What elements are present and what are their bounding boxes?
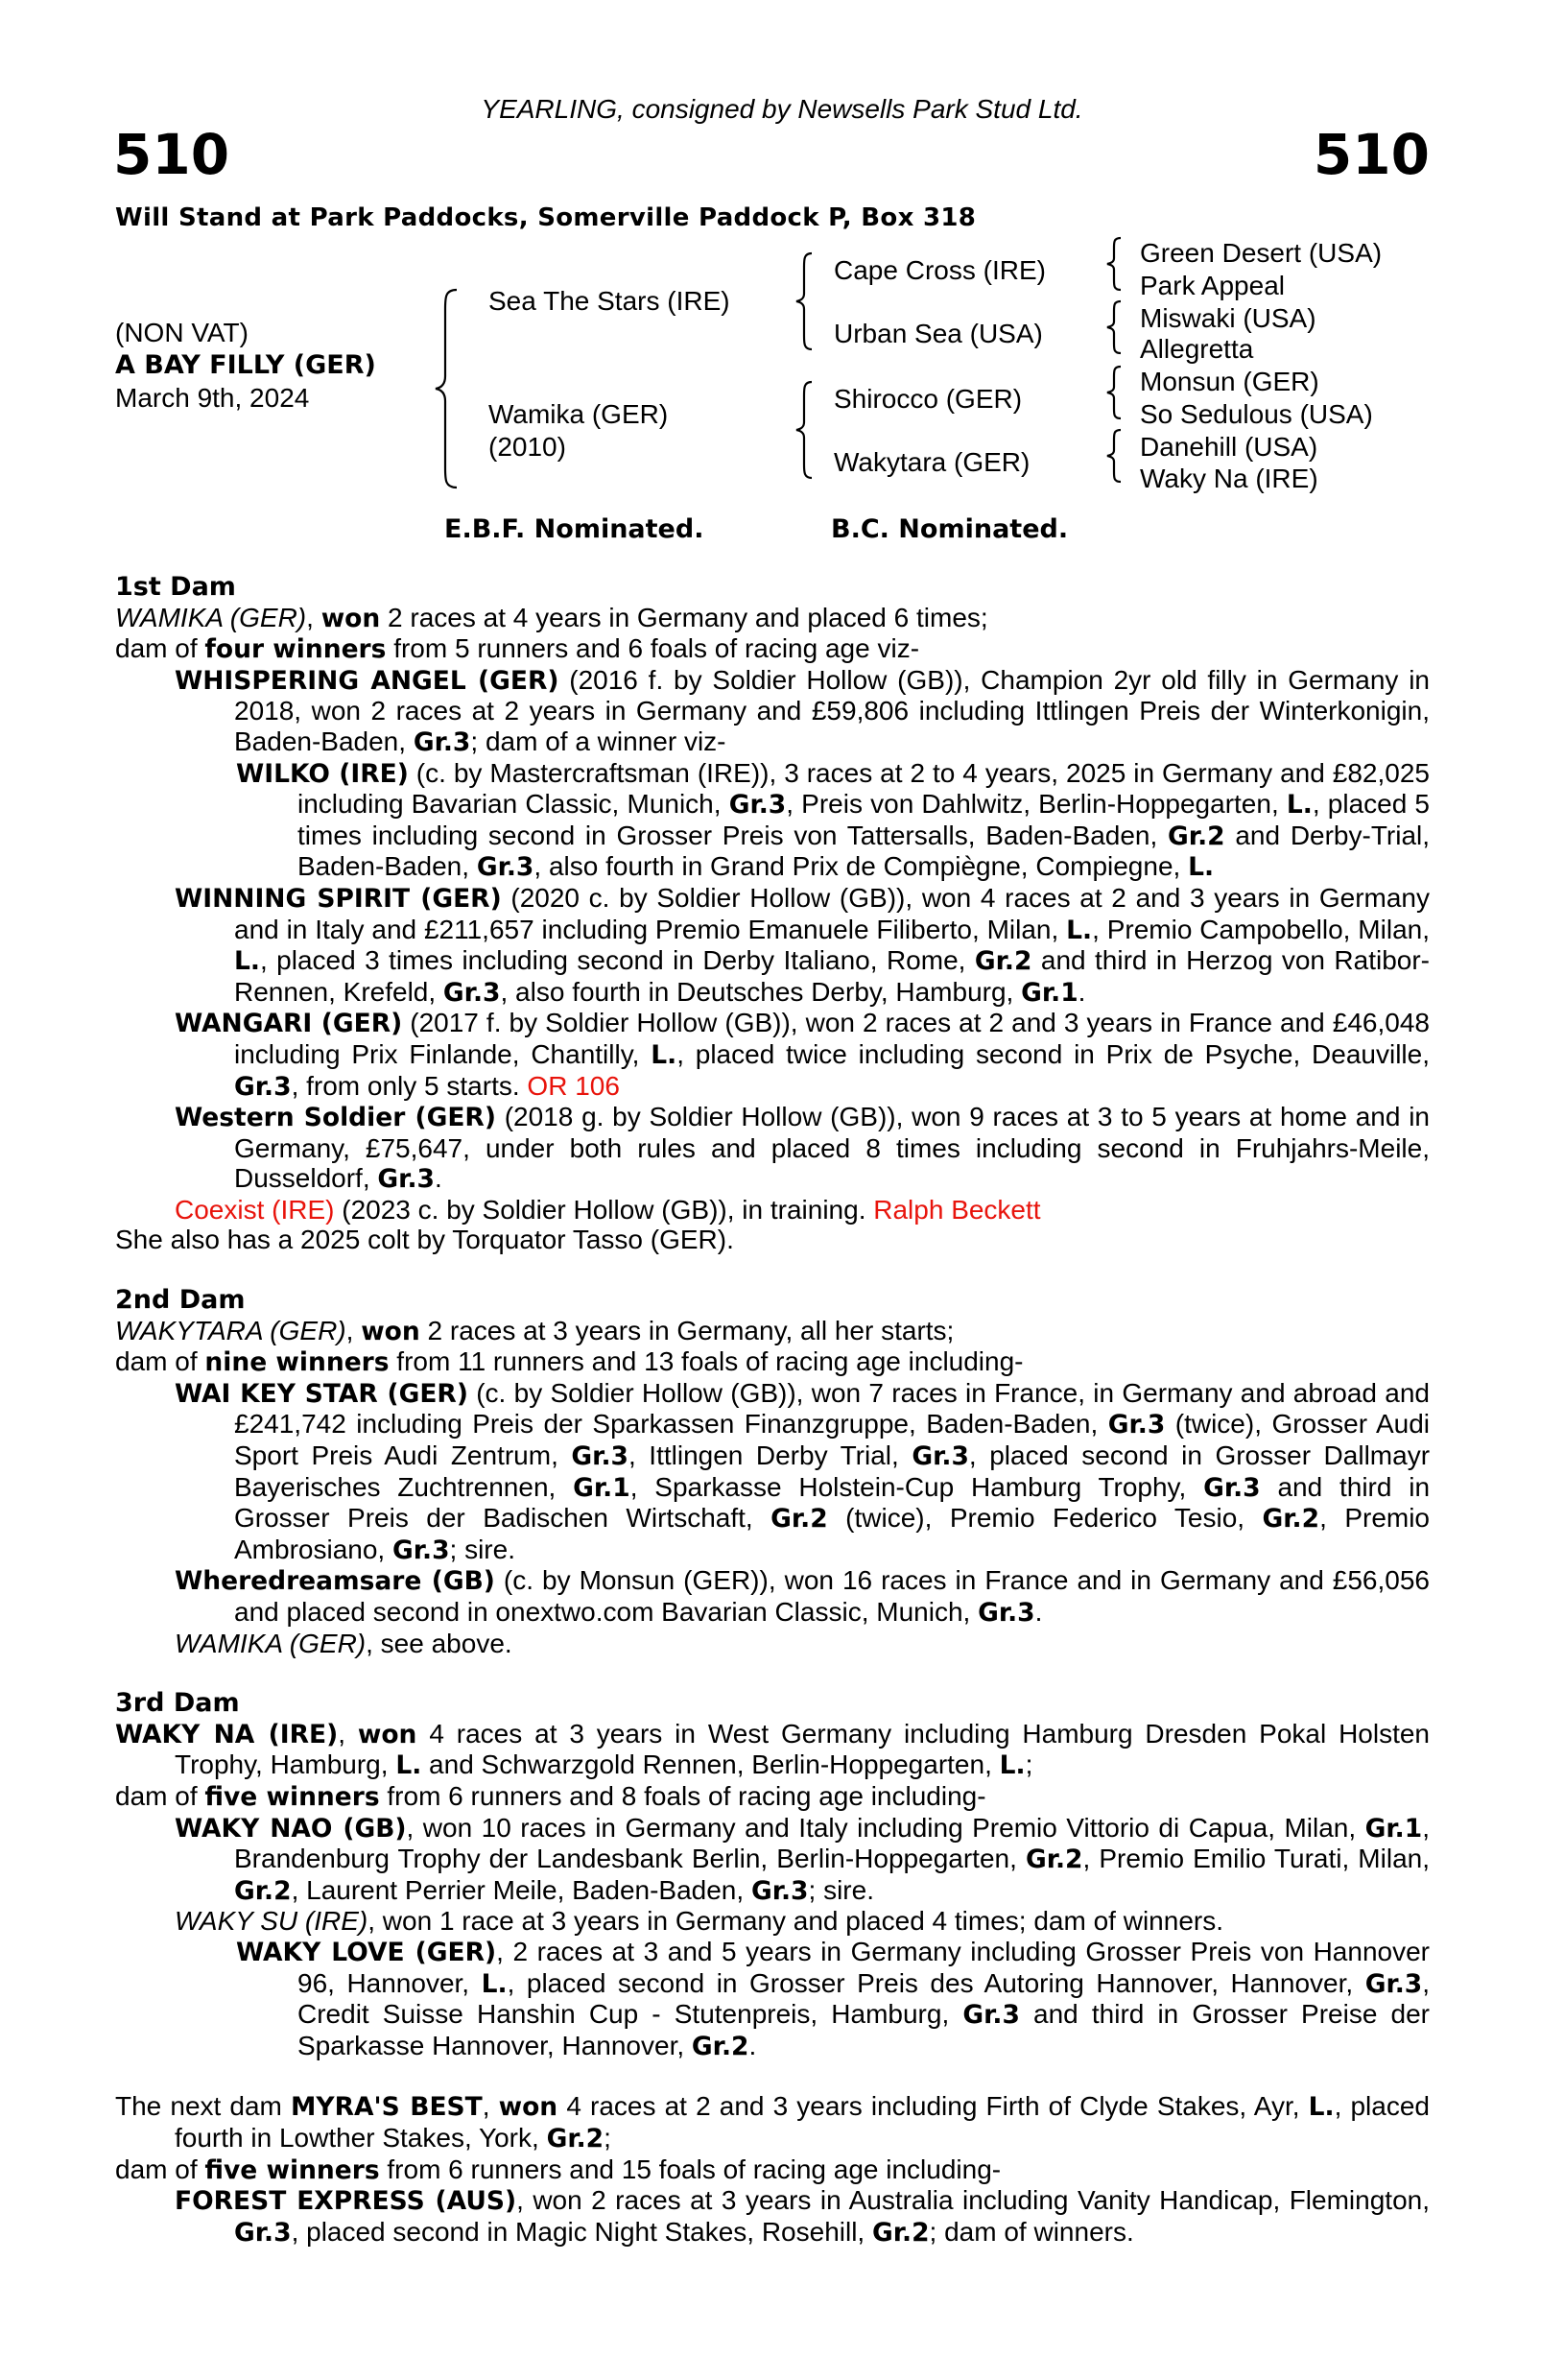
pedigree-ds: Shirocco (GER) xyxy=(834,384,1023,414)
consignment-line: YEARLING, consigned by Newsells Park Stud Ltd. xyxy=(481,94,1083,124)
pedigree-dd: Wakytara (GER) xyxy=(834,447,1031,477)
pedigree-brace-sd xyxy=(1105,299,1125,355)
next-dam-produce: dam of five winners from 6 runners and 15 foals of racing age including- xyxy=(115,2154,1002,2185)
next-dam-line: The next dam MYRA'S BEST, won 4 races at 2 and 3 years including Firth of Clyde Stakes, Ayr, L., placed fourth in Lowther Stakes, York, Gr.2; xyxy=(115,2091,1430,2154)
foal-wangari: WANGARI (GER) (2017 f. by Soldier Hollow (GB)), won 2 races at 2 and 3 years in France and £46,048 including Prix Finlande, Chantilly, L., placed twice including second in Prix de Psyche, Deauville, Gr.3, from only 5 starts. OR 106 xyxy=(175,1008,1430,1102)
pedigree-sss: Green Desert (USA) xyxy=(1140,238,1383,268)
second-dam-heading: 2nd Dam xyxy=(115,1285,246,1316)
pedigree-sds: Miswaki (USA) xyxy=(1140,303,1316,333)
foal-coexist: Coexist (IRE) (2023 c. by Soldier Hollow (GB)), in training. Ralph Beckett xyxy=(175,1194,1041,1225)
pedigree-brace-main xyxy=(434,288,462,489)
coexist-name: Coexist (IRE) xyxy=(175,1194,335,1225)
pedigree-sd: Urban Sea (USA) xyxy=(834,319,1043,348)
foal-waky-nao: WAKY NAO (GB), won 10 races in Germany and Italy including Premio Vittorio di Capua, Milan, Gr.1, Brandenburg Trophy der Landesbank Berlin, Berlin-Hoppegarten, Gr.2, Premio Emilio Turati, Milan, Gr.2, Laurent Perrier Meile, Baden-Baden, Gr.3; sire. xyxy=(175,1812,1431,1906)
vat-status: (NON VAT) xyxy=(115,318,249,347)
horse-name: A BAY FILLY (GER) xyxy=(115,350,376,380)
pedigree-dam-year: (2010) xyxy=(488,432,566,462)
first-dam-heading: 1st Dam xyxy=(115,572,236,602)
lot-number-right: 510 xyxy=(1313,122,1430,187)
stand-location: Will Stand at Park Paddocks, Somerville Paddock P, Box 318 xyxy=(115,203,977,232)
pedigree-dam: Wamika (GER) xyxy=(488,399,669,429)
catalogue-body xyxy=(115,572,1430,2248)
first-dam-produce: dam of four winners from 5 runners and 6 foals of racing age viz- xyxy=(115,633,920,665)
foal-waky-love: WAKY LOVE (GER), 2 races at 3 and 5 years in Germany including Grosser Preis von Hannover 96, Hannover, L., placed second in Grosser Preis des Autoring Hannover, Hannover, Gr.3, Credit Suisse Hanshin Cup - Stutenpreis, Hamburg, Gr.3 and third in Grosser Preise der Sparkasse Hannover, Hannover, Gr.2. xyxy=(236,1936,1431,2061)
foal-whispering-angel: WHISPERING ANGEL (GER) (2016 f. by Soldier Hollow (GB)), Champion 2yr old filly in Germany in 2018, won 2 races at 2 years in Germany and £59,806 including Ittlingen Preis der Winterkonigin, Baden-Baden, Gr.3; dam of a winner viz- xyxy=(175,664,1430,757)
foal-forest-express: FOREST EXPRESS (AUS), won 2 races at 3 years in Australia including Vanity Handicap, Flemington, Gr.3, placed second in Magic Night Stakes, Rosehill, Gr.2; dam of winners. xyxy=(175,2185,1430,2248)
pedigree-brace-sire xyxy=(794,251,816,351)
second-dam-line: WAKYTARA (GER), won 2 races at 3 years in Germany, all her starts; xyxy=(115,1315,955,1346)
third-dam-produce: dam of five winners from 6 runners and 8 foals of racing age including- xyxy=(115,1780,986,1812)
pedigree-dss: Monsun (GER) xyxy=(1140,367,1319,396)
lot-number-left: 510 xyxy=(113,122,230,187)
foal-wai-key-star: WAI KEY STAR (GER) (c. by Soldier Hollow (GB)), won 7 races in France, in Germany and abroad and £241,742 including Preis der Sparkassen Finanzgruppe, Baden-Baden, Gr.3 (twice), Grosser Audi Sport Preis Audi Zentrum, Gr.3, Ittlingen Derby Trial, Gr.3, placed second in Grosser Dallmayr Bayerisches Zuchtrennen, Gr.1, Sparkasse Holstein-Cup Hamburg Trophy, Gr.3 and third in Grosser Preis der Badischen Wirtschaft, Gr.2 (twice), Premio Federico Tesio, Gr.2, Premio Ambrosiano, Gr.3; sire. xyxy=(175,1377,1431,1565)
pedigree-ss: Cape Cross (IRE) xyxy=(834,255,1046,285)
second-dam-produce: dam of nine winners from 11 runners and 13 foals of racing age including- xyxy=(115,1346,1024,1378)
subject-block xyxy=(115,317,376,415)
third-dam-heading: 3rd Dam xyxy=(115,1688,240,1719)
colt-note: She also has a 2025 colt by Torquator Tasso (GER). xyxy=(115,1225,734,1255)
bc-nomination: B.C. Nominated. xyxy=(831,514,1069,544)
first-dam-line: WAMIKA (GER), won 2 races at 4 years in Germany and placed 6 times; xyxy=(115,602,988,633)
pedigree-brace-dam xyxy=(794,380,816,480)
pedigree-brace-ds xyxy=(1105,365,1125,420)
foal-western-soldier: Western Soldier (GER) (2018 g. by Soldier Hollow (GB)), won 9 races at 3 to 5 years at home and in Germany, £75,647, under both rules and placed 8 times including second in Fruhjahrs-Meile, Dusseldorf, Gr.3. xyxy=(175,1102,1430,1195)
first-dam-name: WAMIKA (GER) xyxy=(115,602,307,632)
pedigree-dds: Danehill (USA) xyxy=(1140,432,1318,462)
third-dam-line: WAKY NA (IRE), won 4 races at 3 years in West Germany including Hamburg Dresden Pokal Holsten Trophy, Hamburg, L. and Schwarzgold Rennen, Berlin-Hoppegarten, L.; xyxy=(115,1718,1431,1781)
foaling-date: March 9th, 2024 xyxy=(115,383,310,413)
pedigree-sdd: Allegretta xyxy=(1140,334,1254,364)
pedigree-dsd: So Sedulous (USA) xyxy=(1140,399,1373,429)
foal-winning-spirit: WINNING SPIRIT (GER) (2020 c. by Soldier Hollow (GB)), won 4 races at 2 and 3 years in Germany and in Italy and £211,657 including Premio Emanuele Filiberto, Milan, L., Premio Campobello, Milan, L., placed 3 times including second in Derby Italiano, Rome, Gr.2 and third in Herzog von Ratibor-Rennen, Krefeld, Gr.3, also fourth in Deutsches Derby, Hamburg, Gr.1. xyxy=(175,882,1431,1008)
foal-wilko: WILKO (IRE) (c. by Mastercraftsman (IRE)), 3 races at 2 to 4 years, 2025 in Germany and £82,025 including Bavarian Classic, Munich, Gr.3, Preis von Dahlwitz, Berlin-Hoppegarten, L., placed 5 times including second in Grosser Preis von Tattersalls, Baden-Baden, Gr.2 and Derby-Trial, Baden-Baden, Gr.3, also fourth in Grand Prix de Compiègne, Compiegne, L. xyxy=(236,757,1431,883)
official-rating: OR 106 xyxy=(527,1070,620,1101)
wamika-reference: WAMIKA (GER), see above. xyxy=(175,1628,512,1658)
pedigree-ddd: Waky Na (IRE) xyxy=(1140,464,1318,493)
trainer-name: Ralph Beckett xyxy=(873,1194,1041,1225)
pedigree-sire: Sea The Stars (IRE) xyxy=(488,286,730,316)
pedigree-brace-dd xyxy=(1105,428,1125,484)
ebf-nomination: E.B.F. Nominated. xyxy=(444,514,704,544)
foal-wheredreamsare: Wheredreamsare (GB) (c. by Monsun (GER)), won 16 races in France and in Germany and £56,056 and placed second in onextwo.com Bavarian Classic, Munich, Gr.3. xyxy=(175,1565,1430,1628)
foal-waky-su: WAKY SU (IRE), won 1 race at 3 years in Germany and placed 4 times; dam of winners. xyxy=(175,1906,1223,1937)
pedigree-brace-ss xyxy=(1105,236,1125,292)
pedigree-ssd: Park Appeal xyxy=(1140,271,1285,300)
